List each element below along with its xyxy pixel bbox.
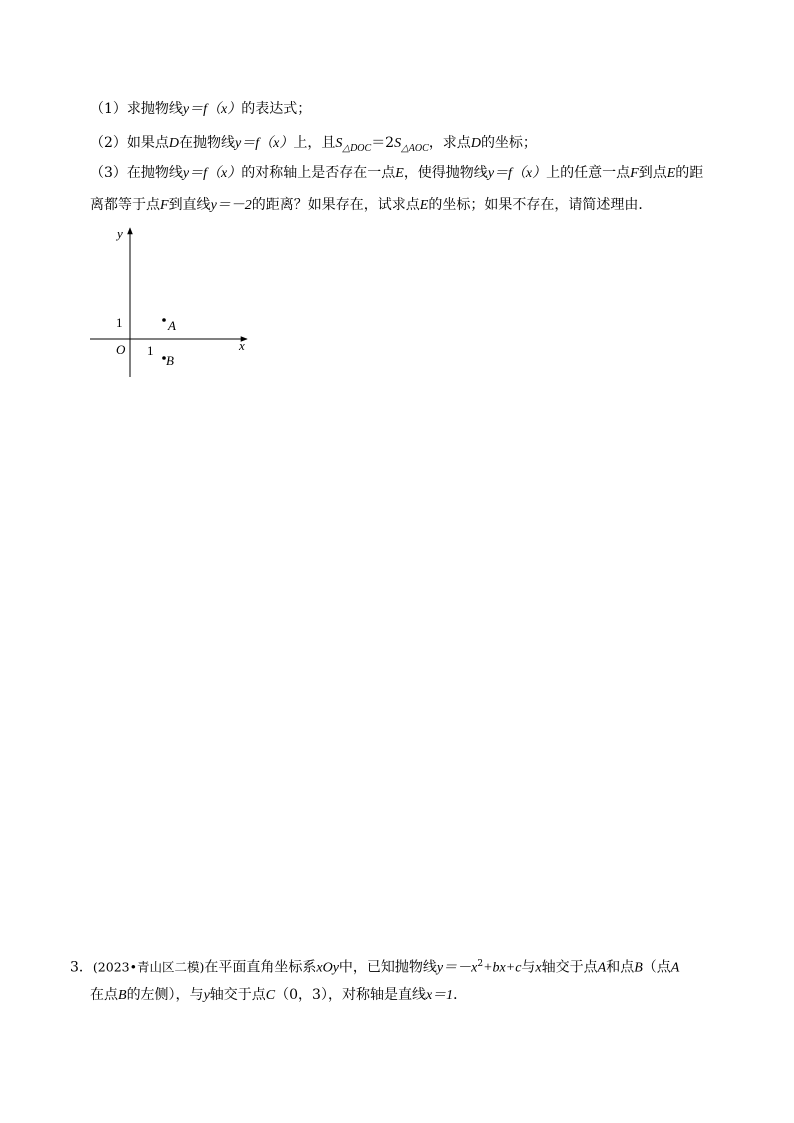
question-3-continued	[90, 985, 467, 1006]
y-tick-label: 1	[116, 315, 123, 330]
text: 上的任意一点	[546, 165, 631, 181]
text: 离都等于点	[90, 197, 160, 213]
text: 轴交于点	[541, 959, 598, 976]
point-label: F	[630, 166, 639, 181]
point-label: B	[118, 988, 127, 1003]
text: 和点	[606, 959, 635, 976]
question-part-3	[90, 163, 703, 184]
question-part-1	[90, 99, 311, 120]
point-label: E	[419, 198, 429, 213]
text: 在平面直角坐标系	[204, 959, 317, 976]
question-3	[70, 954, 679, 979]
equation: y＝f（x）	[182, 166, 242, 181]
origin-label: O	[116, 342, 126, 357]
text: ，求点	[428, 135, 471, 151]
point-b-label: B	[166, 353, 174, 368]
question-part-2	[90, 133, 537, 159]
text: 轴交于点	[209, 987, 266, 1003]
text: 与	[521, 959, 536, 976]
text: ，使得抛物线	[403, 165, 488, 181]
text: 的坐标；如果不存在，请简述理由．	[428, 197, 653, 213]
equation: x＝1	[425, 988, 454, 1003]
point-label: C	[265, 988, 276, 1003]
part-number: （3）	[90, 165, 127, 181]
part-number: （1）	[90, 101, 127, 117]
point-label: E	[666, 166, 676, 181]
question-part-3-continued	[90, 195, 652, 216]
x-tick-label: 1	[147, 343, 154, 358]
text: 在抛物线	[179, 135, 236, 151]
part-number: （2）	[90, 135, 127, 151]
text: 在点	[90, 987, 118, 1003]
variable: y	[203, 988, 210, 1003]
text: 的距离？如果存在，试求点	[251, 197, 420, 213]
equation: +bx+c	[483, 960, 522, 976]
question-source: (2023•青山区二模)	[92, 959, 205, 975]
text: ．	[453, 987, 468, 1003]
area-subscript: △AOC	[401, 142, 429, 154]
text: 的左侧），与	[126, 987, 204, 1003]
text: 的距	[675, 165, 704, 181]
equation: y＝f（x）	[182, 102, 242, 117]
point-label: D	[470, 136, 481, 151]
text: 的坐标；	[480, 135, 537, 151]
point-label: E	[395, 166, 404, 181]
point-label: F	[160, 198, 169, 213]
exponent: 2	[477, 959, 484, 969]
variable: x	[535, 960, 542, 976]
text: 的对称轴上是否存在一点	[241, 165, 396, 181]
point-label: B	[634, 960, 643, 976]
y-axis-label: y	[117, 226, 123, 241]
text: （0，3），对称轴是直线	[275, 987, 426, 1003]
text: （点	[642, 959, 671, 976]
area-symbol: S	[394, 136, 402, 151]
text: 到点	[638, 165, 667, 181]
text: 在抛物线	[126, 165, 183, 181]
text: 上，且	[293, 135, 336, 151]
point-a	[162, 318, 166, 322]
point-label: A	[670, 960, 680, 976]
text: 的表达式；	[241, 101, 312, 117]
text: 如果点	[126, 135, 169, 151]
text: ＝2	[371, 135, 395, 151]
text: 求抛物线	[126, 101, 183, 117]
equation: y＝－2	[210, 198, 252, 213]
equation: y＝－x	[436, 960, 478, 976]
area-subscript: △DOC	[342, 142, 372, 154]
coordinate-system: xOy	[316, 960, 339, 976]
point-label: A	[597, 960, 607, 976]
equation: y＝f（x）	[235, 136, 294, 151]
text: 到直线	[168, 197, 211, 213]
x-axis-label: x	[239, 338, 245, 353]
coordinate-figure	[86, 222, 256, 382]
equation: y＝f（x）	[487, 166, 547, 181]
text: 中，已知抛物线	[338, 959, 437, 976]
area-symbol: S	[335, 136, 343, 151]
point-label: D	[168, 136, 180, 151]
question-number: 3．	[70, 959, 93, 976]
point-a-label: A	[168, 318, 176, 333]
